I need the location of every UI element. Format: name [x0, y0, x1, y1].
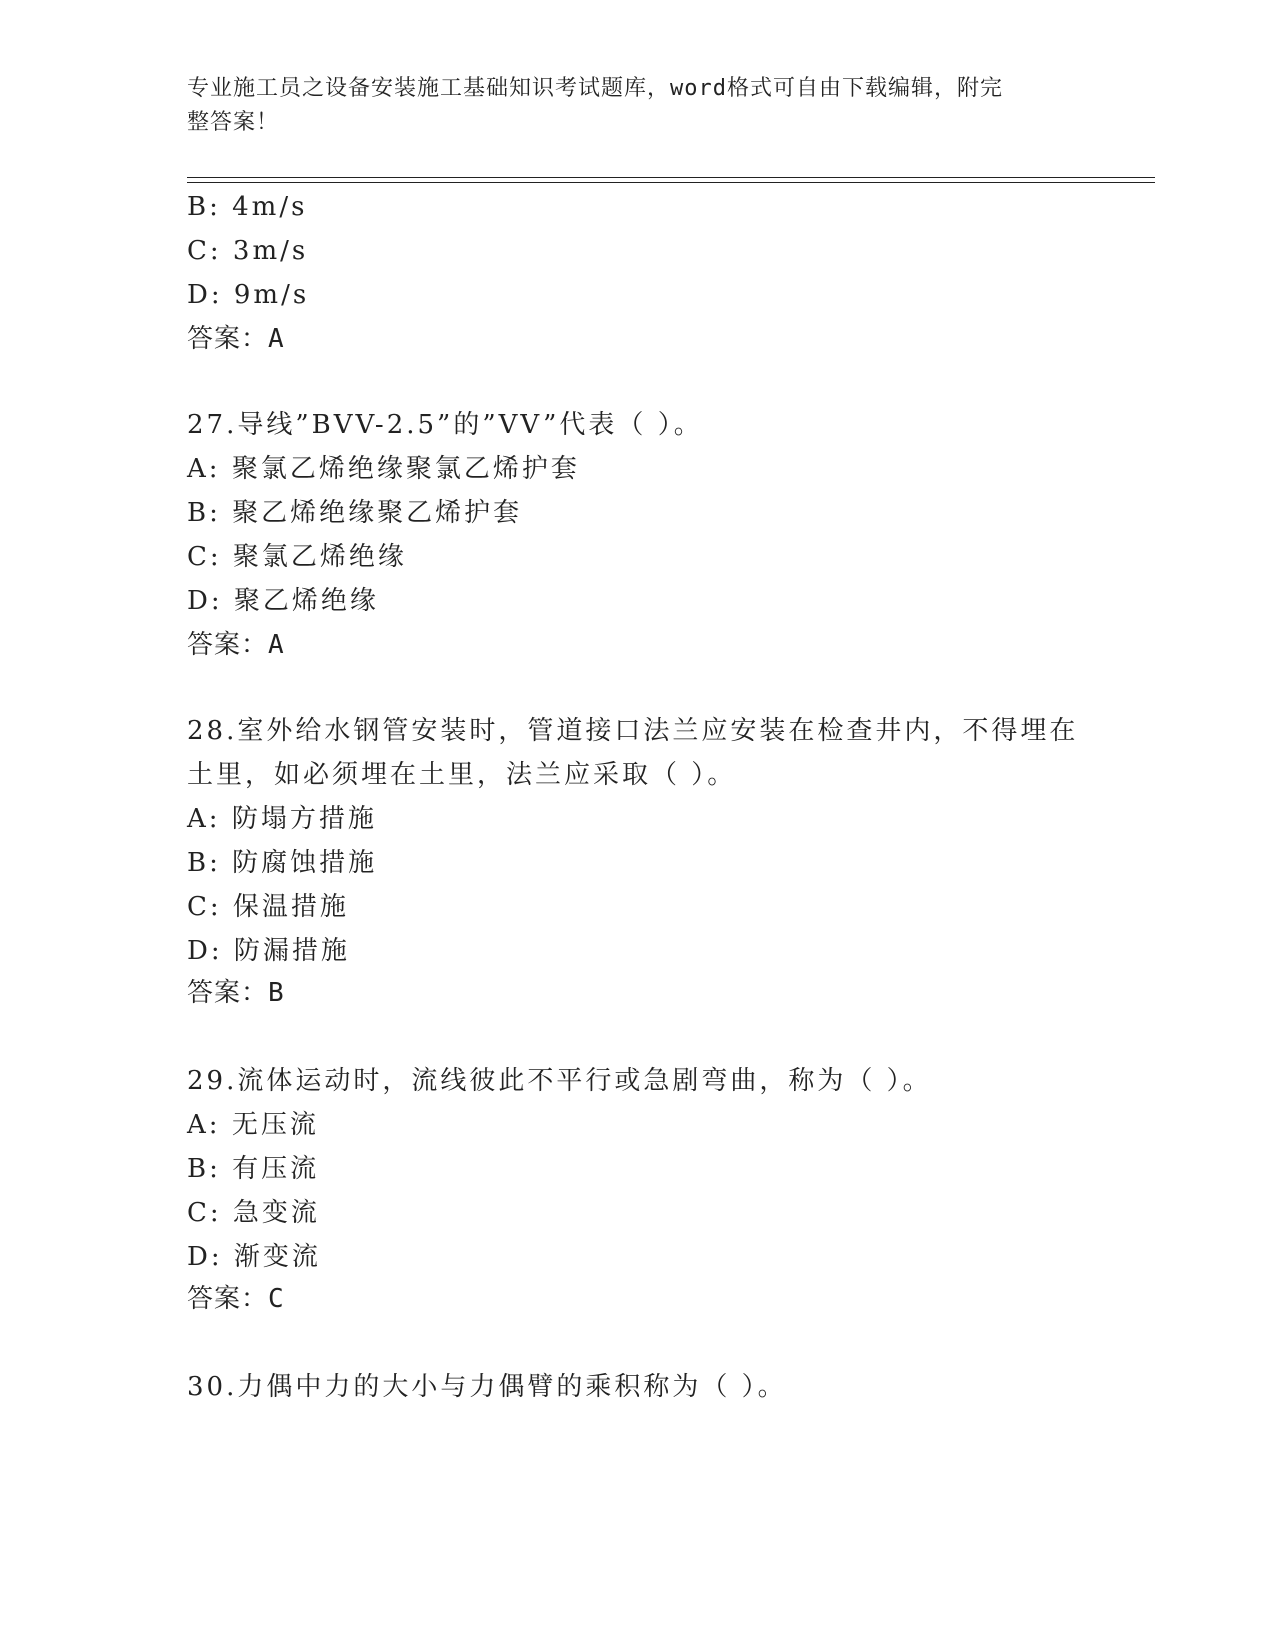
option-letter: B: — [187, 498, 221, 528]
option-d — [187, 934, 350, 968]
option-letter: C: — [187, 236, 222, 266]
option-text: 渐变流 — [233, 1242, 321, 1272]
option-text: 防塌方措施 — [231, 804, 377, 834]
option-text: 保温措施 — [232, 892, 349, 922]
answer-value: B — [268, 978, 285, 1008]
option-text: 聚氯乙烯绝缘 — [232, 542, 407, 572]
option-letter: C: — [187, 892, 222, 922]
option-text: 聚乙烯绝缘 — [233, 586, 379, 616]
option-text: 聚氯乙烯绝缘聚氯乙烯护套 — [231, 454, 580, 484]
option-text: 聚乙烯绝缘聚乙烯护套 — [232, 498, 523, 528]
option-letter: A: — [187, 454, 221, 484]
header-rule-top — [187, 177, 1155, 178]
option-d — [187, 278, 309, 312]
option-letter: D: — [187, 280, 223, 310]
option-a — [187, 802, 377, 836]
option-c — [187, 540, 407, 574]
answer-value: A — [268, 630, 285, 660]
option-letter: A: — [187, 1110, 221, 1140]
option-d — [187, 1240, 321, 1274]
answer-label: 答案： — [187, 630, 269, 660]
option-letter: B: — [187, 848, 221, 878]
option-letter: D: — [187, 1242, 223, 1272]
header-title-line-2: 整答案！ — [187, 110, 280, 135]
option-letter: B: — [187, 1154, 221, 1184]
option-letter: B: — [187, 192, 221, 222]
option-text: 防漏措施 — [233, 936, 350, 966]
option-text: 3m/s — [232, 236, 309, 266]
option-a — [187, 1108, 319, 1142]
option-b — [187, 846, 377, 880]
answer-label: 答案： — [187, 324, 269, 354]
option-text: 无压流 — [231, 1110, 319, 1140]
answer-label: 答案： — [187, 978, 269, 1008]
answer-line — [187, 1282, 285, 1316]
option-b — [187, 190, 307, 224]
question-stem: 29.流体运动时，流线彼此不平行或急剧弯曲，称为（ ）。 — [187, 1066, 932, 1096]
option-text: 急变流 — [232, 1198, 320, 1228]
option-letter: D: — [187, 936, 223, 966]
option-a — [187, 452, 580, 486]
option-letter: A: — [187, 804, 221, 834]
question-stem: 27.导线”BVV-2.5”的”VV”代表（ ）。 — [187, 410, 703, 440]
question-stem: 28.室外给水钢管安装时，管道接口法兰应安装在检查井内，不得埋在 — [187, 716, 1079, 746]
answer-line — [187, 628, 285, 662]
question-stem: 30.力偶中力的大小与力偶臂的乘积称为（ ）。 — [187, 1372, 787, 1402]
answer-line — [187, 976, 285, 1010]
header-rule-bottom — [187, 182, 1155, 183]
option-letter: D: — [187, 586, 223, 616]
answer-value: A — [268, 324, 285, 354]
option-text: 防腐蚀措施 — [232, 848, 378, 878]
option-text: 4m/s — [232, 192, 308, 222]
option-c — [187, 890, 349, 924]
answer-label: 答案： — [187, 1284, 269, 1314]
option-b — [187, 1152, 319, 1186]
answer-line — [187, 322, 285, 356]
option-c — [187, 234, 308, 268]
option-text: 有压流 — [232, 1154, 320, 1184]
option-b — [187, 496, 522, 530]
header-title-line-1: 专业施工员之设备安装施工基础知识考试题库，word格式可自由下载编辑，附完 — [187, 76, 1003, 101]
option-letter: C: — [187, 542, 222, 572]
answer-value: C — [268, 1284, 285, 1314]
option-d — [187, 584, 379, 618]
option-text: 9m/s — [233, 280, 310, 310]
question-stem-continued: 土里，如必须埋在土里，法兰应采取（ ）。 — [187, 760, 737, 790]
page-header — [187, 72, 1067, 140]
option-c — [187, 1196, 320, 1230]
option-letter: C: — [187, 1198, 222, 1228]
